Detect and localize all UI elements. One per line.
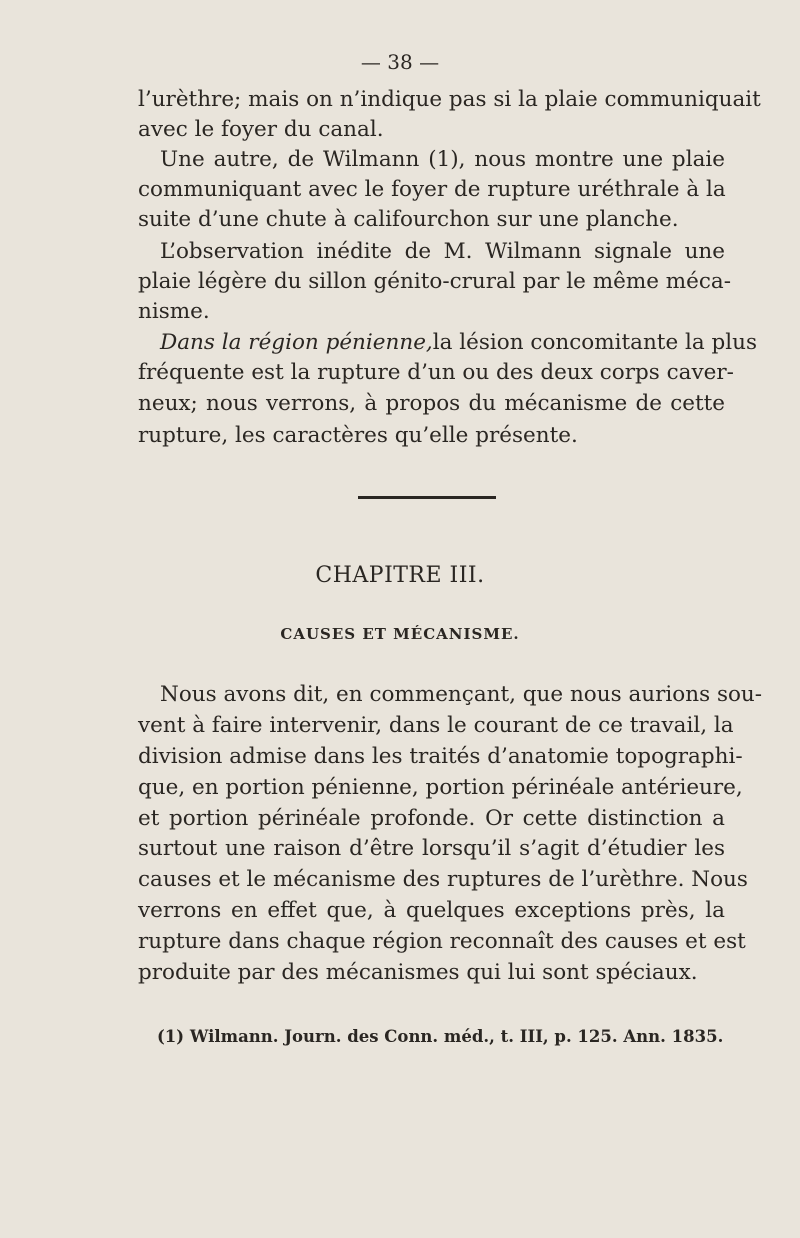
text-line: division admise dans les traités d’anatomie topographi- <box>138 744 743 769</box>
text-line: surtout une raison d’être lorsqu’il s’agit d’étudier les <box>138 836 725 861</box>
text-line: suite d’une chute à califourchon sur une planche. <box>138 207 679 232</box>
italic-phrase: Dans la région pénienne, <box>160 330 433 355</box>
chapter-subtitle: CAUSES ET MÉCANISME. <box>280 625 520 643</box>
text-line: plaie légère du sillon génito-crural par le même méca- <box>138 269 731 294</box>
text-line-italic-start <box>160 328 758 358</box>
text-line: nisme. <box>138 299 210 324</box>
text-line: rupture, les caractères qu’elle présente. <box>138 423 578 448</box>
text-line: rupture dans chaque région reconnaît des causes et est <box>138 929 746 954</box>
text-line: neux; nous verrons, à propos du mécanisme de cette <box>138 391 725 416</box>
text-line: causes et le mécanisme des ruptures de l’urèthre. Nous <box>138 867 748 892</box>
text-line: que, en portion pénienne, portion périnéale antérieure, <box>138 775 743 800</box>
text-line: L’observation inédite de M. Wilmann signale une <box>160 239 725 264</box>
text-line: et portion périnéale profonde. Or cette distinction a <box>138 806 725 831</box>
text-line: l’urèthre; mais on n’indique pas si la plaie communiquait <box>138 87 761 112</box>
text-line: fréquente est la rupture d’un ou des deux corps caver- <box>138 360 734 385</box>
text-line: Nous avons dit, en commençant, que nous aurions sou- <box>160 682 763 707</box>
text-line-rest: la lésion concomitante la plus <box>432 330 758 355</box>
text-line: produite par des mécanismes qui lui sont spéciaux. <box>138 960 698 985</box>
text-line: verrons en effet que, à quelques exceptions près, la <box>138 898 725 923</box>
text-line: avec le foyer du canal. <box>138 117 384 142</box>
text-line: vent à faire intervenir, dans le courant de ce travail, la <box>138 713 734 738</box>
chapter-title: CHAPITRE III. <box>315 563 485 588</box>
text-line: Une autre, de Wilmann (1), nous montre une plaie <box>160 147 725 172</box>
text-line: communiquant avec le foyer de rupture uréthrale à la <box>138 177 726 202</box>
page-number: — 38 — <box>360 50 440 74</box>
section-divider <box>358 496 496 499</box>
footnote: (1) Wilmann. Journ. des Conn. méd., t. III, p. 125. Ann. 1835. <box>157 1027 724 1046</box>
